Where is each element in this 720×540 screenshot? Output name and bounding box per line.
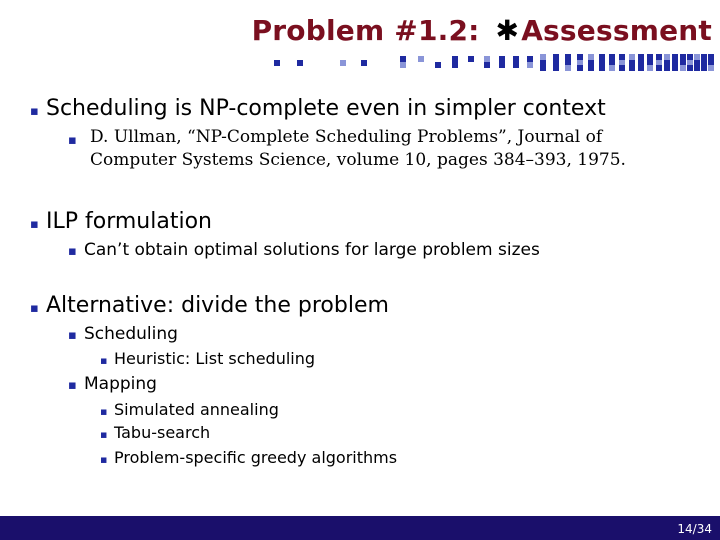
bullet-item [30,96,606,121]
decor-square [340,60,346,66]
decor-square [400,62,406,68]
bullet-text: Scheduling [84,324,178,344]
decor-square [527,62,533,68]
square-bullet-icon: ▪ [30,104,39,119]
square-bullet-icon: ▪ [68,328,77,343]
slide-title [252,14,712,47]
decorative-square-pattern [250,52,715,72]
decor-square [361,60,367,66]
decor-square [553,65,559,71]
decor-square [274,60,280,66]
asterisk-icon: ✱ [495,14,520,47]
reference-line-1: D. Ullman, “NP-Complete Scheduling Problems”, Journal of [90,127,603,147]
footer-bar [0,516,720,540]
sub-sub-bullet-item [100,349,315,368]
bullet-text: Scheduling is NP-complete even in simpler context [46,96,606,121]
square-bullet-icon: ▪ [30,301,39,316]
decor-square [435,62,441,68]
decor-square [619,65,625,71]
sub-sub-bullet-item [100,448,397,467]
square-bullet-icon: ▪ [100,354,108,367]
decor-square [599,65,605,71]
bullet-text: Mapping [84,374,157,394]
sub-sub-bullet-item [100,423,210,442]
reference-line-2: Computer Systems Science, volume 10, pages 384–393, 1975. [90,150,626,170]
square-bullet-icon: ▪ [68,133,77,148]
decor-square [694,65,700,71]
sub-bullet-item [68,324,178,344]
sub-sub-bullet-item [100,400,279,419]
bullet-text: Alternative: divide the problem [46,293,389,318]
decor-square [577,65,583,71]
square-bullet-icon: ▪ [100,453,108,466]
decor-square [484,62,490,68]
sub-bullet-item [68,374,157,394]
square-bullet-icon: ▪ [100,428,108,441]
decor-square [647,65,653,71]
bullet-text: Simulated annealing [114,400,279,419]
decor-square [656,65,662,71]
bullet-text: Can’t obtain optimal solutions for large problem sizes [84,240,540,260]
bullet-text: ILP formulation [46,209,212,234]
decor-square [638,65,644,71]
decor-square [687,65,693,71]
bullet-item [30,293,389,318]
reference-text [90,126,710,172]
sub-bullet-item [68,240,540,260]
bullet-text: Heuristic: List scheduling [114,349,316,368]
decor-square [499,62,505,68]
decor-square [540,65,546,71]
square-bullet-icon: ▪ [68,378,77,393]
bullet-text: Problem-specific greedy algorithms [114,448,398,467]
decor-square [708,65,714,71]
square-bullet-icon: ▪ [100,405,108,418]
decor-square [452,62,458,68]
decor-square [701,65,707,71]
bullet-text: Tabu-search [114,423,211,442]
title-prefix: Problem #1.2: [251,14,490,47]
decor-square [680,65,686,71]
title-emphasis: Assessment [521,14,712,47]
decor-square [468,56,474,62]
square-bullet-icon: ▪ [30,217,39,232]
decor-square [565,65,571,71]
square-bullet-icon: ▪ [68,244,77,259]
decor-square [609,65,615,71]
bullet-item [30,209,212,234]
decor-square [672,65,678,71]
decor-square [297,60,303,66]
decor-square [418,56,424,62]
decor-square [664,65,670,71]
page-number: 14/34 [677,522,712,536]
decor-square [513,62,519,68]
sub-bullet-item [68,129,84,149]
decor-square [588,65,594,71]
decor-square [629,65,635,71]
